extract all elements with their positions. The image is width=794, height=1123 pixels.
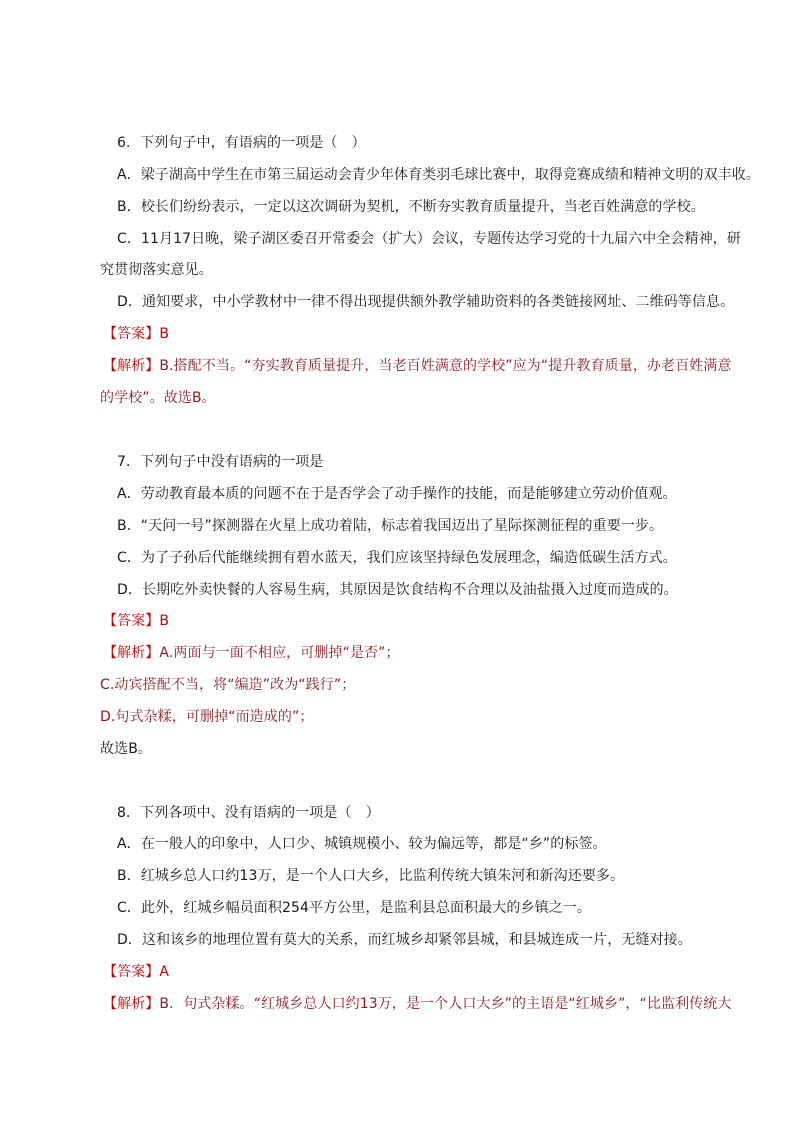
q7-title: 7．下列句子中没有语病的一项是 — [117, 454, 324, 470]
answer-tag: 【答案】 — [103, 613, 160, 629]
q7-answer — [103, 611, 169, 631]
answer-value: B — [159, 326, 170, 342]
analysis-tag: 【解析】 — [103, 358, 160, 374]
q8-answer — [103, 962, 169, 982]
analysis-tag: 【解析】 — [103, 645, 160, 661]
q8-option-b: B．红城乡总人口约13万，是一个人口大乡，比监利传统大镇朱河和新沟还要多。 — [117, 868, 625, 884]
q6-option-b: B．校长们纷纷表示，一定以这次调研为契机，不断夯实教育质量提升，当老百姓满意的学校。 — [117, 199, 705, 215]
q6-analysis-line-1 — [103, 356, 732, 376]
q6-title: 6．下列句子中，有语病的一项是（ ） — [117, 135, 366, 151]
analysis-text: B．句式杂糅。“红城乡总人口约13万，是一个人口大乡”的主语是“红城乡”，“比监利传统大 — [159, 996, 732, 1012]
q8-analysis-line-1 — [103, 994, 732, 1014]
q6-option-c: C．11月17日晚，梁子湖区委召开常委会（扩大）会议，专题传达学习党的十九届六中全会精神，研 — [117, 231, 742, 247]
q6-analysis-line-2: 的学校”。故选B。 — [100, 390, 216, 406]
q7-analysis-line-2: C.动宾搭配不当，将“编造”改为“践行”； — [100, 677, 356, 693]
analysis-tag: 【解析】 — [103, 996, 160, 1012]
q7-option-d: D．长期吃外卖快餐的人容易生病，其原因是饮食结构不合理以及油盐摄入过度而造成的。 — [117, 582, 678, 598]
answer-tag: 【答案】 — [103, 964, 160, 980]
q7-option-c: C．为了子孙后代能继续拥有碧水蓝天，我们应该坚持绿色发展理念，编造低碳生活方式。 — [117, 550, 677, 566]
q6-option-d: D．通知要求，中小学教材中一律不得出现提供额外教学辅助资料的各类链接网址、二维码等信息。 — [117, 294, 735, 310]
q6-answer — [103, 324, 169, 344]
q6-option-c-continued: 究贯彻落实意见。 — [100, 262, 213, 278]
q7-option-a: A．劳动教育最本质的问题不在于是否学会了动手操作的技能，而是能够建立劳动价值观。 — [117, 486, 677, 502]
answer-tag: 【答案】 — [103, 326, 160, 342]
answer-value: B — [159, 613, 170, 629]
q8-option-a: A．在一般人的印象中，人口少、城镇规模小、较为偏远等，都是“乡”的标签。 — [117, 836, 607, 852]
answer-value: A — [159, 964, 170, 980]
analysis-text: B.搭配不当。“夯实教育质量提升，当老百姓满意的学校”应为“提升教育质量，办老百姓满意 — [159, 358, 732, 374]
analysis-text: A.两面与一面不相应，可删掉“是否”； — [159, 645, 400, 661]
q8-option-c: C．此外，红城乡幅员面积254平方公里，是监利县总面积最大的乡镇之一。 — [117, 900, 591, 916]
q6-option-a: A．梁子湖高中学生在市第三届运动会青少年体育类羽毛球比赛中，取得竞赛成绩和精神文明的双丰收。 — [117, 167, 760, 183]
q8-option-d: D．这和该乡的地理位置有莫大的关系，而红城乡却紧邻县城，和县城连成一片，无缝对接。 — [117, 932, 692, 948]
q7-analysis-line-4: 故选B。 — [100, 741, 153, 757]
q7-analysis-line-1 — [103, 643, 400, 663]
q7-analysis-line-3: D.句式杂糅，可删掉“而造成的”； — [100, 709, 314, 725]
q8-title: 8．下列各项中、没有语病的一项是（ ） — [117, 805, 380, 821]
q7-option-b: B．“天问一号”探测器在火星上成功着陆，标志着我国迈出了星际探测征程的重要一步。 — [117, 518, 664, 534]
